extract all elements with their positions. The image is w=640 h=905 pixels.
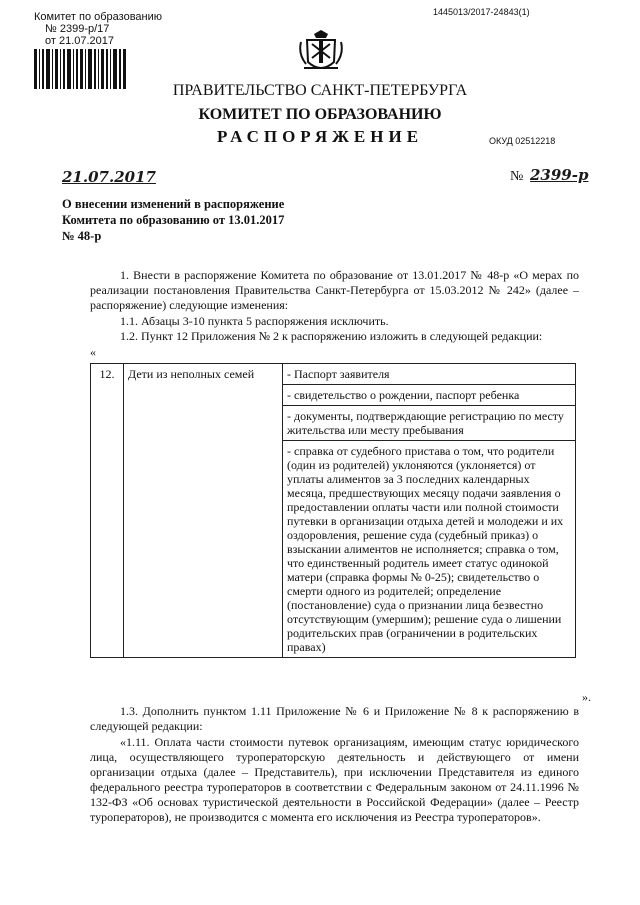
registration-stamp-number: № 2399-р/17 — [45, 23, 110, 35]
table-cell-doc: - свидетельство о рождении, паспорт ребенка — [283, 385, 576, 406]
government-title: ПРАВИТЕЛЬСТВО САНКТ-ПЕТЕРБУРГА — [172, 82, 468, 99]
table-cell-doc: - Паспорт заявителя — [283, 364, 576, 385]
okud-code: ОКУД 02512218 — [489, 136, 556, 146]
paragraph-1-1: 1.1. Абзацы 3-10 пункта 5 распоряжения исключить. — [120, 314, 389, 328]
paragraph-1: 1. Внести в распоряжение Комитета по образование от 13.01.2017 № 48-р «О мерах по реализации постановления Правительства Санкт-Петербурга от 15.03.2012 № 242» (далее – распоряжение) следующие изменения: — [90, 268, 579, 312]
subject-line-1: О внесении изменений в распоряжение — [62, 197, 285, 211]
table-row — [91, 364, 576, 385]
subject-heading — [62, 196, 332, 244]
paragraph-1-11: «1.11. Оплата части стоимости путевок организациям, имеющим статус юридического лица, осуществляющего туроператорскую деятельность и действующего от имени организации отдыха (далее – Представитель), при исключении Представителя из единого федерального реестра туроператоров в соответствии с Федеральным законом от 24.11.1996 № 132-ФЗ «Об основах туристической деятельности в Российской Федерации» (далее – Реестр туроператоров), не производится с момента его исключения из Реестра туроператоров». — [90, 735, 579, 824]
table-cell-doc: - справка от судебного пристава о том, что родители (один из родителей) уклоняются (уклоняется) от уплаты алиментов за 3 последних календарных месяца, предшествующих месяцу подачи заявления о предоставлении оплаты части или полной стоимости путевки в организации отдыха детей и молодежи и их оздоровления, решение суда (судебный приказ) о взыскании алиментов не исполняется; справка о том, что единственный родитель имеет статус одинокой матери (справка формы № 0-25); свидетельство о смерти одного из родителей; определение (постановление) суда о признании лица безвестно отсутствующим (умершим); решение суда о лишении родительских прав (ограничении в родительских правах) — [283, 441, 576, 658]
registration-stamp-date: от 21.07.2017 — [45, 35, 115, 47]
table-cell-number: 12. — [91, 364, 124, 658]
registration-stamp-line1: Комитет по образованию — [34, 11, 162, 23]
committee-title: КОМИТЕТ ПО ОБРАЗОВАНИЮ — [198, 106, 442, 123]
document-id: 1445013/2017-24843(1) — [433, 7, 530, 17]
document-type-title: РАСПОРЯЖЕНИЕ — [216, 127, 424, 146]
paragraph-1-2: 1.2. Пункт 12 Приложения № 2 к распоряжению изложить в следующей редакции: — [120, 329, 543, 343]
coat-of-arms-icon — [298, 28, 344, 76]
handwritten-date: 21.07.2017 — [62, 168, 156, 186]
handwritten-number: 2399-р — [530, 166, 589, 184]
subject-line-3: № 48-р — [62, 229, 102, 243]
documents-table — [90, 363, 576, 658]
table-cell-doc: - документы, подтверждающие регистрацию по месту жительства или месту пребывания — [283, 406, 576, 441]
paragraph-1-3: 1.3. Дополнить пунктом 1.11 Приложение № 6 и Приложение № 8 к распоряжению в следующей редакции: — [90, 704, 579, 733]
subject-line-2: Комитета по образованию от 13.01.2017 — [62, 213, 285, 227]
table-cell-category: Дети из неполных семей — [124, 364, 283, 658]
number-label: № — [510, 169, 524, 184]
opening-quote: « — [90, 345, 96, 359]
closing-quote: ». — [582, 690, 591, 704]
